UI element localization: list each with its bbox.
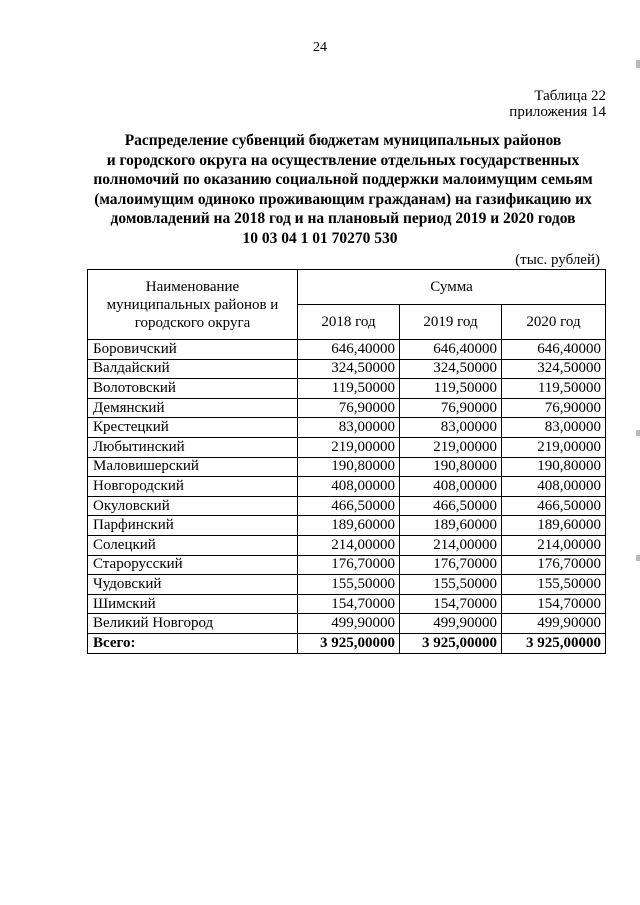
value-2020: 466,50000 (502, 496, 606, 516)
document-title (70, 131, 616, 229)
title-line: домовладений на 2018 год и на плановый период 2019 и 2020 годов (110, 210, 576, 227)
table-row (88, 340, 606, 360)
scan-edge-mark (636, 555, 640, 561)
column-header-2020: 2020 год (502, 305, 606, 340)
title-line: (малоимущим одиноко проживающим гражданам) на газификацию их (94, 190, 592, 208)
table-row (88, 477, 606, 497)
table-row (88, 359, 606, 379)
value-2018: 119,50000 (298, 379, 400, 399)
district-name: Валдайский (88, 359, 298, 379)
column-header-2018: 2018 год (298, 305, 400, 340)
value-2020: 76,90000 (502, 398, 606, 418)
value-2019: 155,50000 (400, 575, 502, 595)
value-2020: 83,00000 (502, 418, 606, 438)
units-label: (тыс. рублей) (515, 252, 600, 268)
value-2018: 324,50000 (298, 359, 400, 379)
value-2018: 190,80000 (298, 457, 400, 477)
column-header-name: Наименование муниципальных районов и городского округа (88, 270, 298, 340)
value-2019: 189,60000 (400, 516, 502, 536)
value-2020: 155,50000 (502, 575, 606, 595)
value-2019: 214,00000 (400, 535, 502, 555)
value-2020: 324,50000 (502, 359, 606, 379)
table-row (88, 594, 606, 614)
table-caption (509, 88, 606, 120)
table-row (88, 437, 606, 457)
value-2020: 408,00000 (502, 477, 606, 497)
value-2019: 408,00000 (400, 477, 502, 497)
value-2018: 408,00000 (298, 477, 400, 497)
district-name: Шимский (88, 594, 298, 614)
district-name: Новгородский (88, 477, 298, 497)
value-2020: 190,80000 (502, 457, 606, 477)
value-2018: 76,90000 (298, 398, 400, 418)
value-2020: 176,70000 (502, 555, 606, 575)
district-name: Любытинский (88, 437, 298, 457)
value-2018: 214,00000 (298, 535, 400, 555)
value-2019: 466,50000 (400, 496, 502, 516)
table-row (88, 575, 606, 595)
total-2018: 3 925,00000 (298, 633, 400, 653)
table-row (88, 457, 606, 477)
district-name: Демянский (88, 398, 298, 418)
district-name: Парфинский (88, 516, 298, 536)
value-2018: 646,40000 (298, 340, 400, 360)
scan-edge-mark (636, 60, 640, 68)
district-name: Старорусский (88, 555, 298, 575)
total-label: Всего: (88, 633, 298, 653)
value-2020: 214,00000 (502, 535, 606, 555)
total-row (88, 633, 606, 653)
table-row (88, 535, 606, 555)
value-2019: 499,90000 (400, 614, 502, 634)
value-2019: 119,50000 (400, 379, 502, 399)
value-2020: 119,50000 (502, 379, 606, 399)
budget-classification-code: 10 03 04 1 01 70270 530 (242, 230, 398, 247)
value-2019: 76,90000 (400, 398, 502, 418)
value-2020: 189,60000 (502, 516, 606, 536)
value-2019: 83,00000 (400, 418, 502, 438)
table-row (88, 555, 606, 575)
value-2020: 499,90000 (502, 614, 606, 634)
value-2018: 466,50000 (298, 496, 400, 516)
value-2019: 219,00000 (400, 437, 502, 457)
table-row (88, 614, 606, 634)
title-line: и городского округа на осуществление отдельных государственных (106, 151, 580, 169)
scan-edge-mark (636, 430, 640, 436)
value-2019: 190,80000 (400, 457, 502, 477)
district-name: Окуловский (88, 496, 298, 516)
table-row (88, 398, 606, 418)
table-row (88, 516, 606, 536)
table-row (88, 496, 606, 516)
value-2019: 646,40000 (400, 340, 502, 360)
value-2018: 499,90000 (298, 614, 400, 634)
table-number-label: Таблица 22 (534, 88, 606, 104)
title-line: полномочий по оказанию социальной поддержки малоимущим семьям (93, 171, 593, 188)
column-header-2019: 2019 год (400, 305, 502, 340)
district-name: Крестецкий (88, 418, 298, 438)
district-name: Солецкий (88, 535, 298, 555)
value-2020: 646,40000 (502, 340, 606, 360)
table-row (88, 379, 606, 399)
table-row (88, 418, 606, 438)
value-2018: 154,70000 (298, 594, 400, 614)
district-name: Боровичский (88, 340, 298, 360)
value-2018: 155,50000 (298, 575, 400, 595)
total-2019: 3 925,00000 (400, 633, 502, 653)
value-2019: 154,70000 (400, 594, 502, 614)
page-number: 24 (313, 40, 327, 55)
value-2018: 219,00000 (298, 437, 400, 457)
value-2019: 176,70000 (400, 555, 502, 575)
value-2020: 154,70000 (502, 594, 606, 614)
district-name: Волотовский (88, 379, 298, 399)
value-2019: 324,50000 (400, 359, 502, 379)
total-2020: 3 925,00000 (502, 633, 606, 653)
value-2018: 189,60000 (298, 516, 400, 536)
district-name: Чудовский (88, 575, 298, 595)
subsidy-table (87, 269, 606, 654)
value-2018: 176,70000 (298, 555, 400, 575)
value-2020: 219,00000 (502, 437, 606, 457)
value-2018: 83,00000 (298, 418, 400, 438)
title-line: Распределение субвенций бюджетам муниципальных районов (124, 132, 562, 149)
district-name: Великий Новгород (88, 614, 298, 634)
district-name: Маловишерский (88, 457, 298, 477)
appendix-label: приложения 14 (509, 104, 606, 120)
column-header-sum: Сумма (298, 270, 606, 305)
